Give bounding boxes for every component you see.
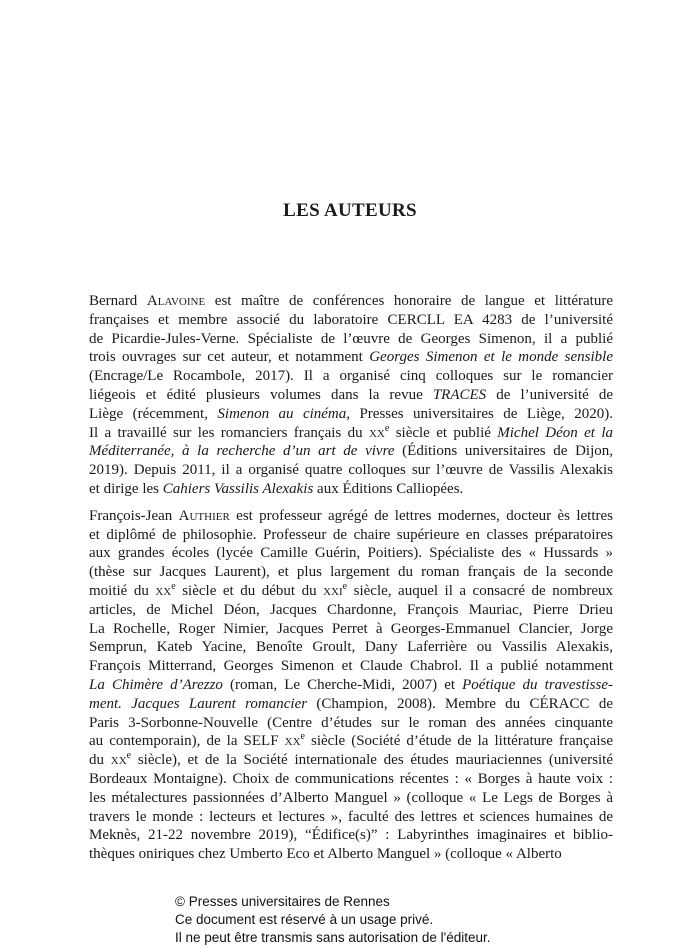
text-line: articles, de Michel Déon, Jacques Chardonne, François Mauriac, Pierre Drieu [89, 601, 613, 618]
copyright-line: © Presses universitaires de Rennes [175, 894, 390, 909]
authors-body [89, 292, 613, 872]
text-line: ment. Jacques Laurent romancier (Champion, 2008). Membre du CÉRACC de [89, 695, 613, 712]
text-line: au contemporain), de la SELF $xx^e$ siècle (Société d’étude de la littérature française [89, 731, 613, 750]
text-line: et dirige les Cahiers Vassilis Alexakis aux Éditions Calliopées. [89, 480, 464, 497]
text-line: du $xx^e$ siècle), et de la Société internationale des études mauriaciennes (université [89, 750, 613, 769]
text-line: de Picardie-Jules-Verne. Spécialiste de l’œuvre de Georges Simenon, il a publié [89, 330, 613, 347]
text-line: travers le monde : lecteurs et lectures », faculté des lettres et sciences humaines de [89, 808, 613, 825]
text-line: Méditerranée, à la recherche d’un art de vivre (Éditions universitaires de Dijon, [89, 443, 614, 460]
text-line: François Mitterrand, Georges Simenon et Claude Chabrol. Il a publié notamment [89, 658, 613, 675]
text-line: Semprun, Kateb Yacine, Benoîte Groult, Dany Laferrière ou Vassilis Alexakis, [89, 639, 613, 656]
text-line: Bernard Alavoine est maître de conférences honoraire de langue et littérature [89, 293, 613, 309]
text-line: Il a travaillé sur les romanciers français du $xx^e$ siècle et publié Michel Déon et la [89, 422, 613, 441]
page-title: LES AUTEURS [283, 200, 417, 221]
copyright-line: Ce document est réservé à un usage privé. [175, 912, 434, 927]
copyright-notice [175, 893, 491, 947]
text-line: trois ouvrages sur cet auteur, et notamment Georges Simenon et le monde sensible [89, 349, 613, 366]
text-line: moitié du $xx^e$ siècle et du début du xxi$^e$ siècle, auquel il a consacré de nombreux [89, 580, 614, 599]
text-line: et diplômé de philosophie. Professeur de chaire supérieure en classes préparatoires [89, 526, 613, 543]
text-line: Bordeaux Montaigne). Choix de communications récentes : « Borges à haute voix : [89, 770, 613, 787]
text-line: les métalectures passionnées d’Alberto Manguel » (colloque « Le Legs de Borges à [89, 789, 613, 806]
text-line: Meknès, 21-22 novembre 2019), “Édifice(s)” : Labyrinthes imaginaires et biblio- [89, 827, 613, 844]
text-line: (thèse sur Jacques Laurent), et plus largement du roman français de la seconde [89, 564, 613, 581]
text-line: La Chimère d’Arezzo (roman, Le Cherche-Midi, 2007) et Poétique du travestisse- [89, 676, 613, 693]
author-bio-paragraph [89, 507, 613, 864]
text-line: Liège (récemment, Simenon au cinéma, Presses universitaires de Liège, 2020). [89, 405, 613, 422]
text-line: François-Jean Authier est professeur agrégé de lettres modernes, docteur ès lettres [89, 507, 613, 524]
copyright-line: Il ne peut être transmis sans autorisation de l'éditeur. [175, 930, 491, 945]
text-line: Paris 3-Sorbonne-Nouvelle (Centre d’études sur le roman des années cinquante [89, 714, 613, 731]
author-bio-paragraph [89, 292, 613, 499]
text-line: françaises et membre associé du laboratoire CERCLL EA 4283 de l’université [89, 311, 613, 328]
text-line: (Encrage/Le Rocambole, 2017). Il a organisé cinq colloques sur le romancier [89, 368, 613, 385]
text-line: thèques oniriques chez Umberto Eco et Alberto Manguel » (colloque « Alberto [89, 846, 562, 863]
text-line: La Rochelle, Roger Nimier, Jacques Perret à Georges-Emmanuel Clancier, Jorge [89, 620, 613, 637]
text-line: 2019). Depuis 2011, il a organisé quatre colloques sur l’œuvre de Vassilis Alexakis [89, 462, 613, 479]
text-line: aux grandes écoles (lycée Camille Guérin, Poitiers). Spécialiste des « Hussards » [89, 545, 613, 562]
text-line: liégeois et édité plusieurs volumes dans la revue TRACES de l’université de [89, 386, 613, 403]
